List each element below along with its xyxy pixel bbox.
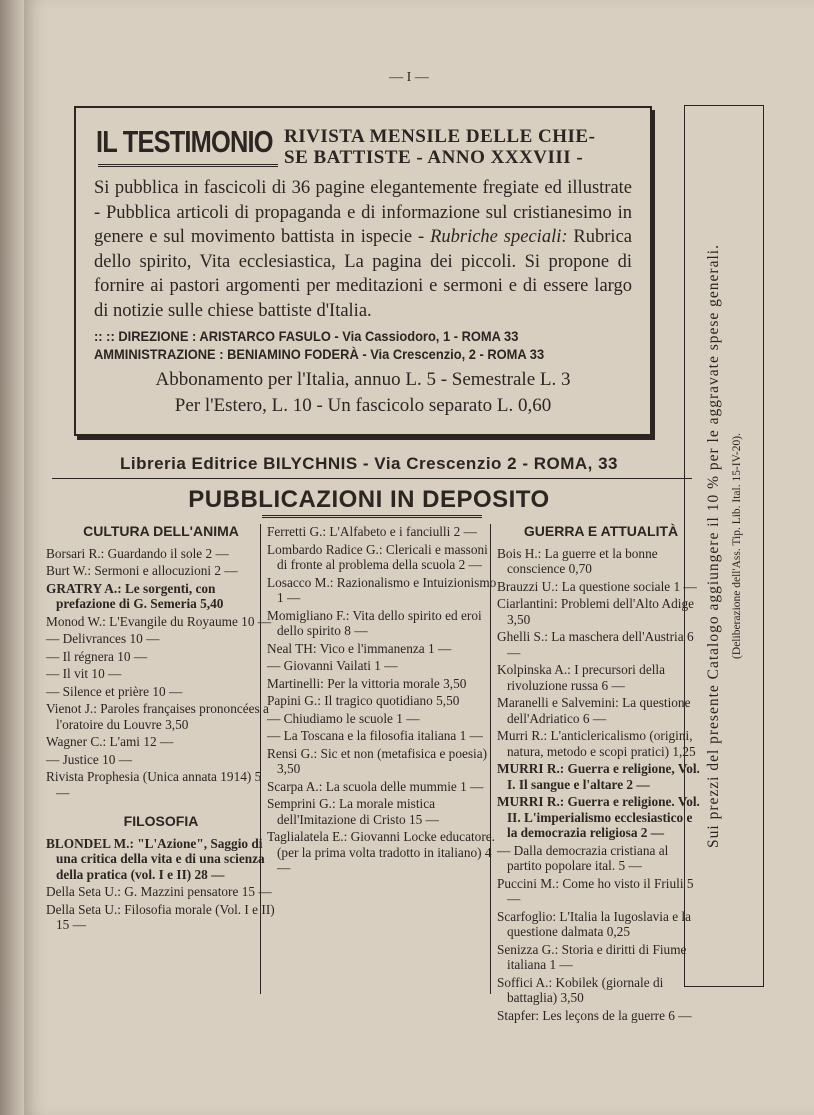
list-item: Rivista Prophesia (Unica annata 1914) 5 — [46,769,262,800]
side-note [705,116,743,976]
ad-subtitle-line-2: SE BATTISTE - ANNO XXXVIII - [284,147,584,168]
list-item: — Justice 10 — [46,751,133,767]
publisher-rule [52,478,692,479]
list-item: Vienot J.: Paroles françaises prononcées a l'oratoire du Louvre 3,50 [46,701,269,732]
list-item: BLONDEL M.: "L'Azione", Saggio di una critica della vita e di una scienza della pratica (vol. I e II) 28 — [46,835,265,882]
list-item: Wagner C.: L'ami 12 — [46,734,174,749]
list-filosofia [46,836,276,933]
list-cultura [46,546,276,801]
list-item: Lombardo Radice G.: Clericali e massoni di fronte al problema della scuola 2 — [267,541,488,572]
ad-price-abroad: Per l'Estero, L. 10 - Un fascicolo separato L. 0,60 [174,395,552,416]
list-item: Scarfoglio: L'Italia la Iugoslavia e la questione dalmata 0,25 [497,908,692,939]
list-item: — Il régnera 10 — [46,648,148,664]
list-item: Stapfer: Les leçons de la guerre 6 — [497,1007,692,1023]
list-item: Semprini G.: La morale mistica dell'Imitazione di Cristo 15 — [267,796,439,827]
list-item: Martinelli: Per la vittoria morale 3,50 [267,675,467,691]
heading-filosofia: FILOSOFIA [123,813,199,829]
list-item: Soffici A.: Kobilek (giornale di battaglia) 3,50 [497,974,664,1005]
ad-subtitle-line-1: RIVISTA MENSILE DELLE CHIE- [284,126,596,147]
side-note-sub: (Deliberazione dell'Ass. Tip. Lib. Ital. 15-IV-20). [731,433,743,659]
list-item: Maranelli e Salvemini: La questione dell'Adriatico 6 — [497,695,691,726]
list-item: Puccini M.: Come ho visto il Friuli 5 — [497,875,694,906]
column-cultura-filosofia [46,524,276,935]
list-item: Papini G.: Il tragico quotidiano 5,50 [267,693,460,708]
heading-guerra: GUERRA E ATTUALITÀ [523,523,679,539]
ad-header [94,118,632,176]
list-item: Della Seta U.: G. Mazzini pensatore 15 — [46,884,272,899]
list-item: Momigliano F.: Vita dello spirito ed eroi dello spirito 8 — [267,607,482,638]
list-item: Kolpinska A.: I precursori della rivoluzione russa 6 — [497,662,666,693]
list-item: Brauzzi U.: La questione sociale 1 — [497,578,697,594]
list-item: — Dalla democrazia cristiana al partito popolare ital. 5 — [497,842,669,873]
page [24,0,814,1115]
list-item: Scarpa A.: La scuola delle mummie 1 — [267,778,484,794]
list-item: MURRI R.: Guerra e religione, Vol. I. Il sangue e l'altare 2 — [497,761,700,792]
list-item: — Delivrances 10 — [46,631,160,646]
list-item: Ciarlantini: Problemi dell'Alto Adige 3,50 [497,596,695,627]
ad-body-a: Si pubblica in fascicoli di 36 pagine elegantemente fregiate ed illustrate - Pubblica articoli di propaganda e di informazione sul cristianesimo in genere e sul movimento battista in ispecie - [94,178,632,247]
list-item: Monod W.: L'Evangile du Royaume 10 — [46,613,272,629]
side-note-main: Sui prezzi del presente Catalogo aggiungere il 10 % per le aggravate spese generali. [705,244,722,848]
ad-title-rule [98,164,278,167]
ad-body-italic: Rubriche speciali: [430,227,568,247]
list-item: Taglialatela E.: Giovanni Locke educatore. (per la prima volta tradotto in italiano) 4 — [267,829,495,875]
list-item: — Silence et prière 10 — [46,683,183,699]
list-item: Della Seta U.: Filosofia morale (Vol. I e II) 15 — [46,901,275,932]
list-item: — Il vit 10 — [46,666,122,681]
list-item: Neal TH: Vico e l'immanenza 1 — [267,640,452,656]
ad-price-italy: Abbonamento per l'Italia, annuo L. 5 - Semestrale L. 3 [155,369,571,390]
ad-addresses [94,327,589,363]
list-item: — Chiudiamo le scuole 1 — [267,710,420,726]
list-item: — La Toscana e la filosofia italiana 1 — [267,728,483,743]
ad-description [94,176,632,323]
list-item: Murri R.: L'anticlericalismo (origini, natura, metodo e scopi pratici) 1,25 [497,728,696,759]
list-item: Borsari R.: Guardando il sole 2 — [46,545,229,561]
list-item: MURRI R.: Guerra e religione. Vol. II. L'imperialismo ecclesiastico e la democrazia religiosa 2 — [497,794,700,840]
column-filosofia-continued [260,524,499,994]
list-item: Burt W.: Sermoni e allocuzioni 2 — [46,563,238,578]
ad-amministrazione: AMMINISTRAZIONE : BENIAMINO FODERÀ - Via Crescenzio, 2 - ROMA 33 [94,346,545,362]
ad-pricing [94,367,632,419]
advertisement-box [74,106,652,436]
page-number: — I — [389,70,429,85]
list-item: — Giovanni Vailati 1 — [267,658,398,673]
list-item: Bois H.: La guerre et la bonne conscience 0,70 [497,545,658,576]
list-item: Losacco M.: Razionalismo e Intuizionismo 1 — [267,574,497,605]
ad-title: IL TESTIMONIO [96,124,273,159]
list-item: Senizza G.: Storia e diritti di Fiume italiana 1 — [497,941,687,972]
book-spine-shadow [0,0,24,1115]
section-title: PUBBLICAZIONI IN DEPOSITO [188,486,550,513]
ad-direzione: :: :: DIREZIONE : ARISTARCO FASULO - Via Cassiodoro, 1 - ROMA 33 [94,328,519,344]
list-item: GRATRY A.: Le sorgenti, con prefazione di G. Semeria 5,40 [46,580,224,611]
section-title-rule [262,515,482,518]
list-item: Ghelli S.: La maschera dell'Austria 6 — [497,629,694,660]
heading-cultura: CULTURA DELL'ANIMA [83,523,239,539]
ad-subtitle [284,126,595,168]
list-item: Rensi G.: Sic et non (metafisica e poesia) 3,50 [267,745,488,776]
list-item: Ferretti G.: L'Alfabeto e i fanciulli 2 — [267,524,477,539]
column-guerra [490,523,705,1023]
publisher-line: Libreria Editrice BILYCHNIS - Via Crescenzio 2 - ROMA, 33 [119,454,619,473]
ad-body-b: Rubrica dello spirito, Vita ecclesiastica, La pagina dei piccoli. Si propone di fornire ai pastori argomenti per meditazioni e sermoni e di essere largo di notizie sulle chiese battiste d'Italia. [94,227,632,321]
